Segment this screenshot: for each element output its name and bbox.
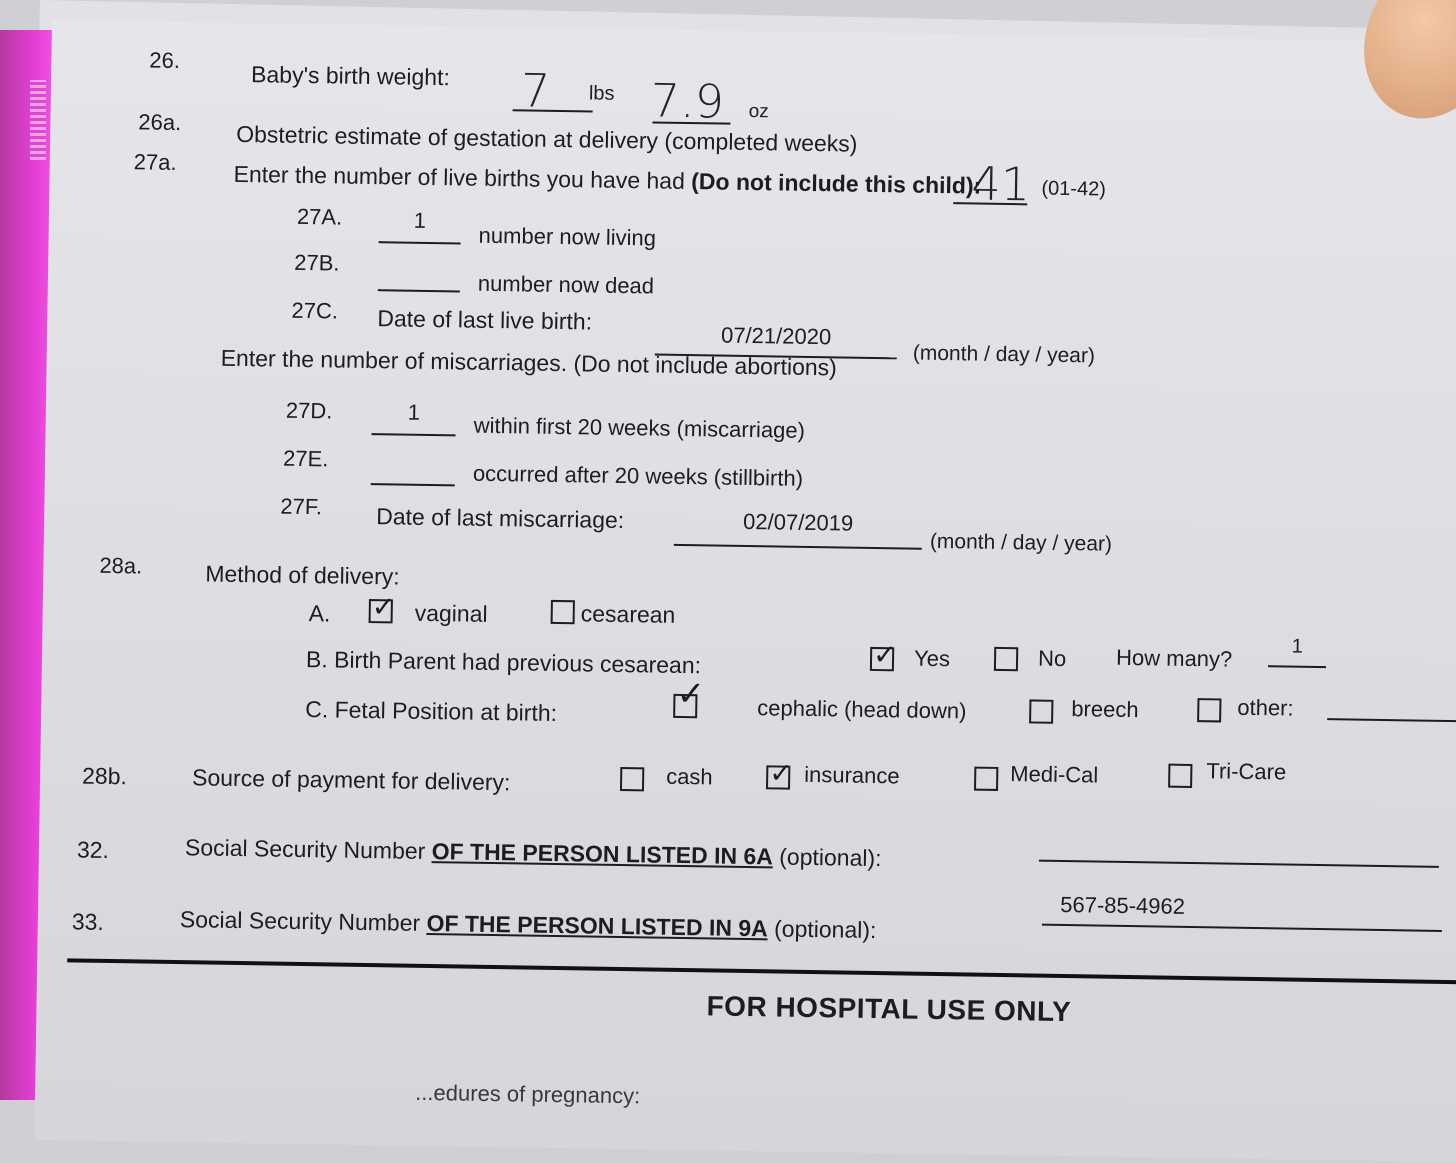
- q26-lbs-value[interactable]: 7: [520, 63, 551, 118]
- other-position-label: other:: [1237, 694, 1294, 721]
- q27B-number: 27B.: [294, 249, 340, 276]
- other-position-line[interactable]: [1327, 718, 1456, 722]
- hospital-use-heading: FOR HOSPITAL USE ONLY: [706, 990, 1072, 1028]
- q26a-number: 26a.: [138, 109, 182, 136]
- q28a-number: 28a.: [99, 552, 143, 579]
- q28a-b-label: B. Birth Parent had previous cesarean:: [305, 646, 702, 679]
- q27a-number: 27a.: [133, 149, 177, 175]
- q32-value[interactable]: [1039, 832, 1439, 868]
- section-divider: [67, 958, 1456, 984]
- q27E-number: 27E.: [282, 445, 329, 472]
- prev-cesarean-yes-checkbox[interactable]: [870, 638, 897, 671]
- tricare-checkbox[interactable]: [1168, 764, 1192, 788]
- q27A-label: number now living: [478, 222, 657, 251]
- q27a-note: (Do not include this child):: [691, 168, 982, 199]
- procedures-label-cut: ...edures of pregnancy:: [415, 1079, 641, 1109]
- form-page: [34, 20, 1456, 1163]
- how-many-value[interactable]: 1: [1268, 635, 1326, 668]
- q26a-range: (01-42): [1041, 177, 1107, 201]
- insurance-checkbox[interactable]: [766, 757, 793, 789]
- q27C-value[interactable]: 07/21/2020: [655, 322, 898, 360]
- cash-label: cash: [666, 763, 713, 790]
- q32-label: Social Security Number OF THE PERSON LISTED IN 6A (optional):: [184, 834, 882, 872]
- q27D-label: within first 20 weeks (miscarriage): [473, 412, 806, 443]
- q33-value[interactable]: 567-85-4962: [1042, 892, 1442, 932]
- q27F-label: Date of last miscarriage:: [376, 503, 625, 534]
- q27D-number: 27D.: [285, 397, 333, 424]
- cephalic-label: cephalic (head down): [757, 695, 967, 724]
- q28a-a-label: A.: [308, 600, 331, 627]
- q27C-hint: (month / day / year): [912, 341, 1096, 368]
- q27F-value[interactable]: 02/07/2019: [674, 508, 923, 550]
- q27C-number: 27C.: [291, 297, 339, 324]
- q32-emphasis: OF THE PERSON LISTED IN 6A: [431, 838, 774, 870]
- q26-oz-unit: oz: [748, 100, 769, 123]
- q26-number: 26.: [149, 47, 181, 74]
- cesarean-label: cesarean: [580, 600, 676, 628]
- q33-emphasis: OF THE PERSON LISTED IN 9A: [426, 909, 768, 942]
- yes-check-icon: ✓: [872, 638, 897, 671]
- other-position-checkbox[interactable]: [1197, 698, 1221, 722]
- cesarean-checkbox[interactable]: [551, 600, 575, 624]
- insurance-label: insurance: [804, 761, 900, 789]
- cephalic-check-icon: ✓: [676, 674, 706, 714]
- q26-label: Baby's birth weight:: [250, 61, 451, 91]
- q28a-label: Method of delivery:: [205, 560, 400, 590]
- q28b-number: 28b.: [81, 762, 128, 790]
- insurance-check-icon: ✓: [769, 757, 793, 789]
- prev-cesarean-yes-label: Yes: [913, 645, 951, 672]
- prev-cesarean-no-label: No: [1037, 645, 1067, 672]
- q33-label: Social Security Number OF THE PERSON LISTED IN 9A (optional):: [179, 906, 877, 944]
- q27E-value[interactable]: [371, 453, 455, 486]
- cash-checkbox[interactable]: [620, 767, 644, 791]
- q27A-number: 27A.: [296, 203, 343, 230]
- vaginal-label: vaginal: [414, 599, 488, 627]
- cephalic-checkbox[interactable]: [673, 674, 706, 718]
- vaginal-checkbox[interactable]: [369, 591, 396, 623]
- breech-label: breech: [1071, 696, 1139, 723]
- q27D-value[interactable]: 1: [372, 399, 457, 436]
- medical-checkbox[interactable]: [974, 767, 998, 791]
- q26-oz-value[interactable]: 7.9: [650, 73, 725, 129]
- q33-number: 33.: [71, 908, 105, 935]
- q27C-label: Date of last live birth:: [377, 305, 593, 335]
- q27E-label: occurred after 20 weeks (stillbirth): [472, 460, 804, 491]
- binder-spine: [30, 80, 46, 160]
- q26a-label: Obstetric estimate of gestation at delivery (completed weeks): [236, 120, 858, 157]
- q27F-hint: (month / day / year): [929, 529, 1113, 556]
- q28a-c-label: C. Fetal Position at birth:: [305, 696, 558, 727]
- medical-label: Medi-Cal: [1010, 761, 1099, 788]
- vaginal-check-icon: ✓: [371, 591, 396, 623]
- tricare-label: Tri-Care: [1206, 758, 1287, 785]
- q28b-label: Source of payment for delivery:: [191, 764, 511, 796]
- prev-cesarean-no-checkbox[interactable]: [994, 647, 1018, 671]
- q27B-label: number now dead: [477, 270, 655, 299]
- q26-lbs-unit: lbs: [588, 82, 615, 105]
- q27a-label: Enter the number of live births you have had (Do not include this child):: [233, 160, 982, 199]
- q27B-value[interactable]: [378, 261, 460, 292]
- q32-number: 32.: [76, 836, 110, 863]
- how-many-label: How many?: [1115, 644, 1233, 672]
- breech-checkbox[interactable]: [1029, 699, 1053, 723]
- miscarriages-label: Enter the number of miscarriages. (Do not include abortions): [220, 344, 838, 381]
- q27A-value[interactable]: 1: [379, 207, 462, 244]
- q27F-number: 27F.: [280, 493, 323, 520]
- q26a-value[interactable]: 41: [971, 156, 1031, 212]
